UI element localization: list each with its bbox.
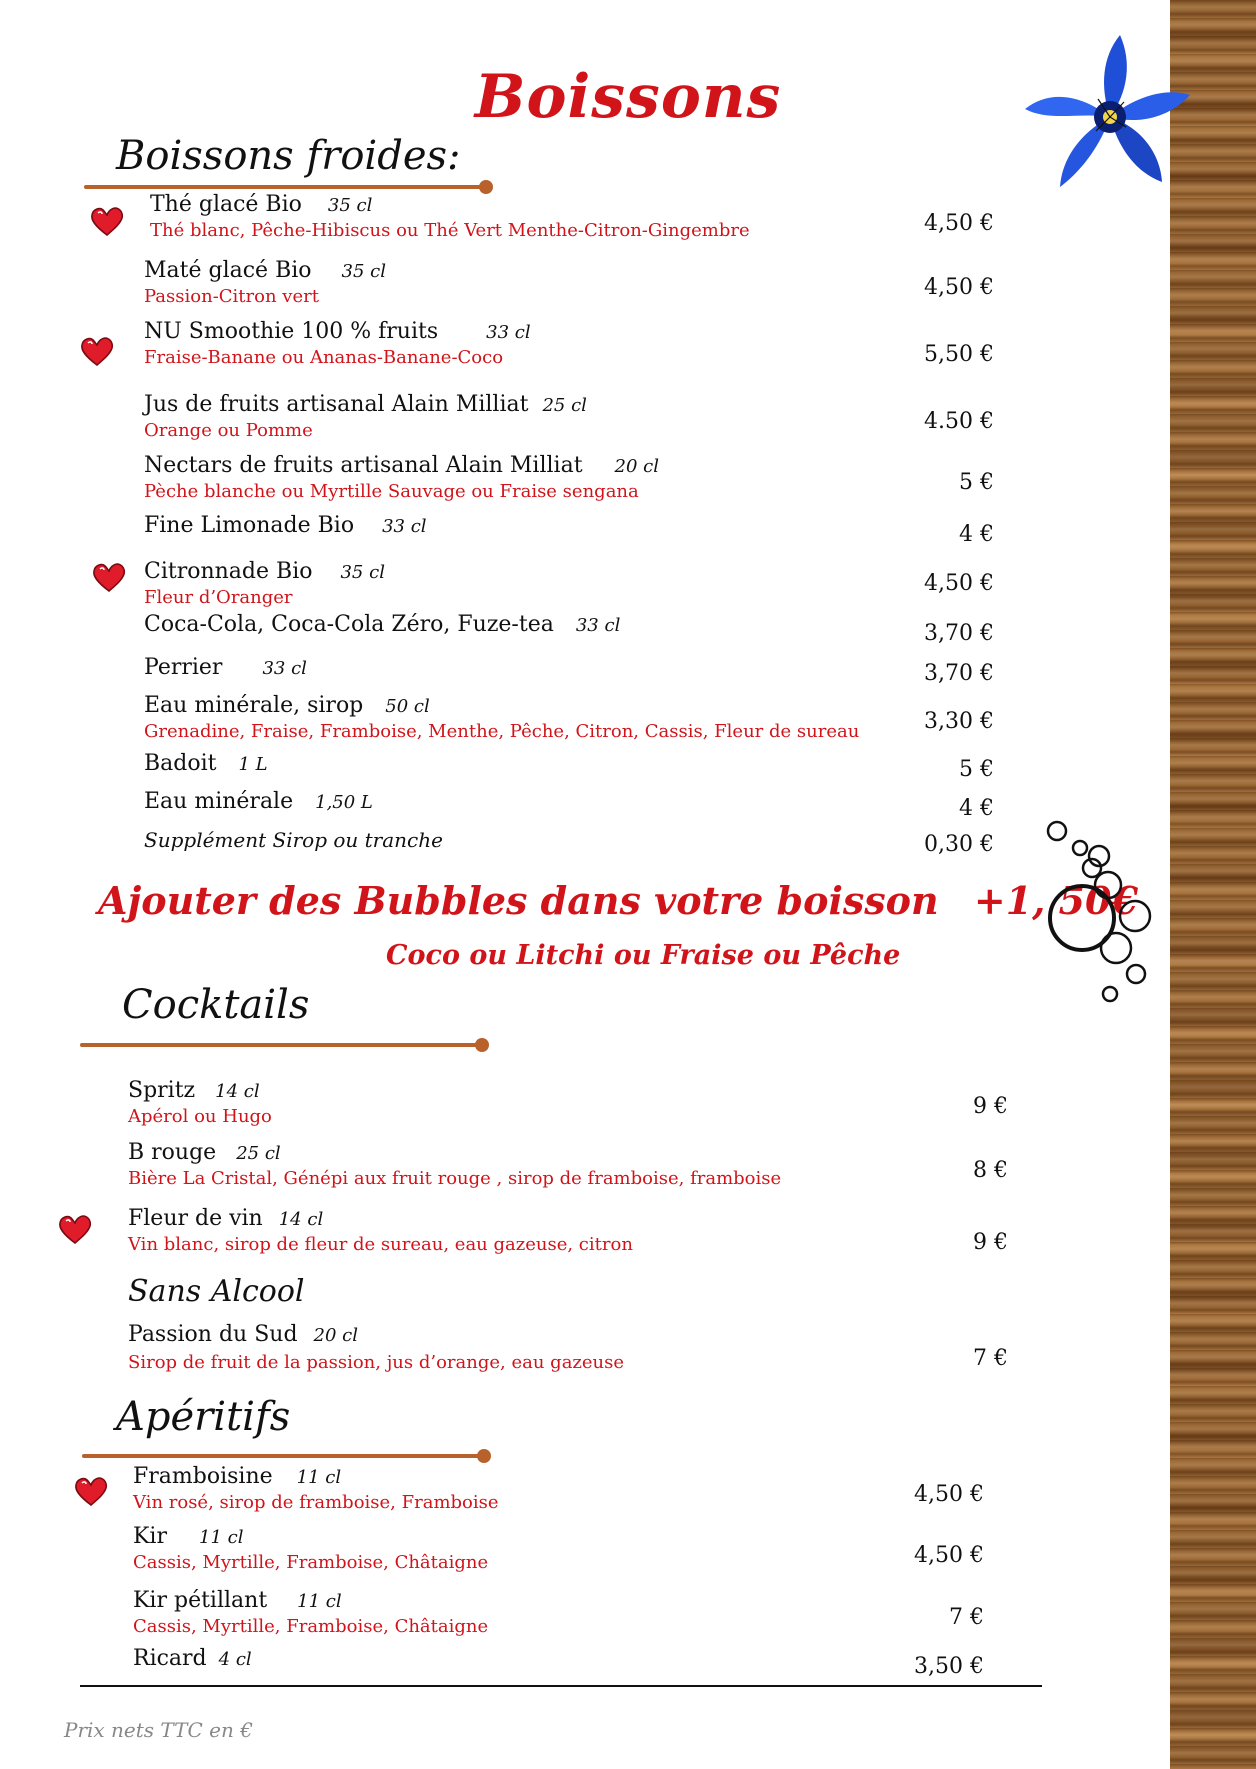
item-volume: 1 L: [238, 754, 268, 775]
item-description: Cassis, Myrtille, Framboise, Châtaigne: [133, 1616, 489, 1637]
item-volume: 33 cl: [382, 516, 427, 537]
item-description: Grenadine, Fraise, Framboise, Menthe, Pêche, Citron, Cassis, Fleur de sureau: [144, 721, 860, 742]
bubbles-icon: [1040, 812, 1170, 1012]
heart-icon: [58, 1214, 92, 1246]
footer-note: Prix nets TTC en €: [64, 1718, 253, 1742]
item-name: Ricard 4 cl: [133, 1646, 252, 1671]
item-price: 7 €: [973, 1346, 1008, 1371]
item-volume: 1,50 L: [315, 792, 373, 813]
item-price: 7 €: [949, 1605, 984, 1630]
item-name: Kir 11 cl: [133, 1524, 244, 1549]
heart-icon: [74, 1476, 108, 1508]
item-name: B rouge 25 cl: [128, 1140, 281, 1165]
item-price: 4,50 €: [914, 1482, 984, 1507]
item-description: Apérol ou Hugo: [128, 1106, 272, 1127]
section-rule: [80, 1043, 482, 1047]
item-volume: 14 cl: [278, 1209, 324, 1230]
item-description: Vin rosé, sirop de framboise, Framboise: [133, 1492, 499, 1513]
item-volume: 33 cl: [262, 658, 307, 679]
section-rule: [82, 1454, 484, 1458]
item-name: Perrier 33 cl: [144, 655, 307, 680]
item-volume: 33 cl: [486, 322, 531, 343]
item-name: Framboisine 11 cl: [133, 1464, 342, 1489]
item-name: Jus de fruits artisanal Alain Milliat 25 cl: [144, 392, 587, 417]
item-volume: 11 cl: [297, 1591, 342, 1612]
item-volume: 35 cl: [340, 562, 385, 583]
wood-border: [1170, 0, 1256, 1769]
item-price: 3,70 €: [924, 621, 994, 646]
item-description: Orange ou Pomme: [144, 420, 313, 441]
item-description: Thé blanc, Pêche-Hibiscus ou Thé Vert Menthe-Citron-Gingembre: [150, 220, 750, 241]
item-description: Vin blanc, sirop de fleur de sureau, eau gazeuse, citron: [128, 1234, 633, 1255]
item-volume: 25 cl: [542, 395, 587, 416]
item-volume: 35 cl: [327, 195, 373, 216]
item-name: Spritz 14 cl: [128, 1078, 260, 1103]
section-title-cocktails: Cocktails: [122, 982, 310, 1028]
item-price: 5,50 €: [924, 342, 994, 367]
item-description: Fleur d’Oranger: [144, 587, 293, 608]
item-price: 4,50 €: [924, 275, 994, 300]
item-price: 4,50 €: [914, 1543, 984, 1568]
section-rule: [84, 185, 486, 189]
supplement-label: Supplément Sirop ou tranche: [144, 828, 443, 852]
bottom-divider: [80, 1685, 1042, 1687]
item-price: 4,50 €: [924, 571, 994, 596]
item-description: Sirop de fruit de la passion, jus d’orange, eau gazeuse: [128, 1352, 625, 1373]
item-name: Fleur de vin 14 cl: [128, 1206, 324, 1231]
item-name: Eau minérale 1,50 L: [144, 789, 373, 814]
item-name: Coca-Cola, Coca-Cola Zéro, Fuze-tea 33 cl: [144, 612, 621, 637]
item-name: Nectars de fruits artisanal Alain Milliat 20 cl: [144, 453, 659, 478]
item-volume: 14 cl: [215, 1081, 260, 1102]
item-price: 9 €: [973, 1230, 1008, 1255]
item-price: 3,50 €: [914, 1654, 984, 1679]
sans-alcool-heading: Sans Alcool: [128, 1274, 305, 1309]
item-description: Pèche blanche ou Myrtille Sauvage ou Fraise sengana: [144, 481, 639, 502]
item-volume: 4 cl: [218, 1649, 252, 1670]
item-volume: 11 cl: [296, 1467, 342, 1488]
item-volume: 33 cl: [575, 615, 621, 636]
item-description: Fraise-Banane ou Ananas-Banane-Coco: [144, 347, 504, 368]
item-price: 4 €: [959, 522, 994, 547]
item-name: Thé glacé Bio 35 cl: [150, 192, 373, 217]
item-description: Bière La Cristal, Génépi aux fruit rouge , sirop de framboise, framboise: [128, 1168, 782, 1189]
item-name: Passion du Sud 20 cl: [128, 1322, 358, 1347]
item-price: 4 €: [959, 796, 994, 821]
item-description: Passion-Citron vert: [144, 286, 319, 307]
heart-icon: [90, 206, 124, 238]
item-volume: 35 cl: [341, 261, 386, 282]
section-title-aperitifs: Apéritifs: [116, 1394, 291, 1440]
item-price: 9 €: [973, 1094, 1008, 1119]
item-price: 8 €: [973, 1158, 1008, 1183]
bubbles-flavours: Coco ou Litchi ou Fraise ou Pêche: [386, 940, 901, 971]
item-price: 4,50 €: [924, 211, 994, 236]
heart-icon: [80, 336, 114, 368]
item-description: Cassis, Myrtille, Framboise, Châtaigne: [133, 1552, 489, 1573]
item-volume: 25 cl: [236, 1143, 281, 1164]
item-name: Eau minérale, sirop 50 cl: [144, 693, 430, 718]
item-volume: 20 cl: [313, 1325, 358, 1346]
item-name: Kir pétillant 11 cl: [133, 1588, 342, 1613]
item-name: NU Smoothie 100 % fruits 33 cl: [144, 319, 531, 344]
item-volume: 11 cl: [199, 1527, 244, 1548]
item-name: Citronnade Bio 35 cl: [144, 559, 385, 584]
item-name: Badoit 1 L: [144, 751, 268, 776]
bubbles-promo-text: Ajouter des Bubbles dans votre boisson: [98, 878, 939, 923]
section-title-cold: Boissons froides:: [116, 133, 461, 179]
bubbles-promo: [98, 878, 1138, 923]
item-name: Maté glacé Bio 35 cl: [144, 258, 386, 283]
item-volume: 20 cl: [614, 456, 659, 477]
bubbles-promo-price: +1, 50€: [973, 878, 1138, 923]
item-price: 5 €: [959, 757, 994, 782]
item-price: 4.50 €: [924, 409, 994, 434]
item-price: 3,70 €: [924, 661, 994, 686]
item-price: 5 €: [959, 470, 994, 495]
item-volume: 50 cl: [385, 696, 430, 717]
supplement-price: 0,30 €: [924, 832, 994, 857]
item-price: 3,30 €: [924, 709, 994, 734]
heart-icon: [92, 562, 126, 594]
item-name: Fine Limonade Bio 33 cl: [144, 513, 427, 538]
page-title: Boissons: [474, 62, 782, 132]
